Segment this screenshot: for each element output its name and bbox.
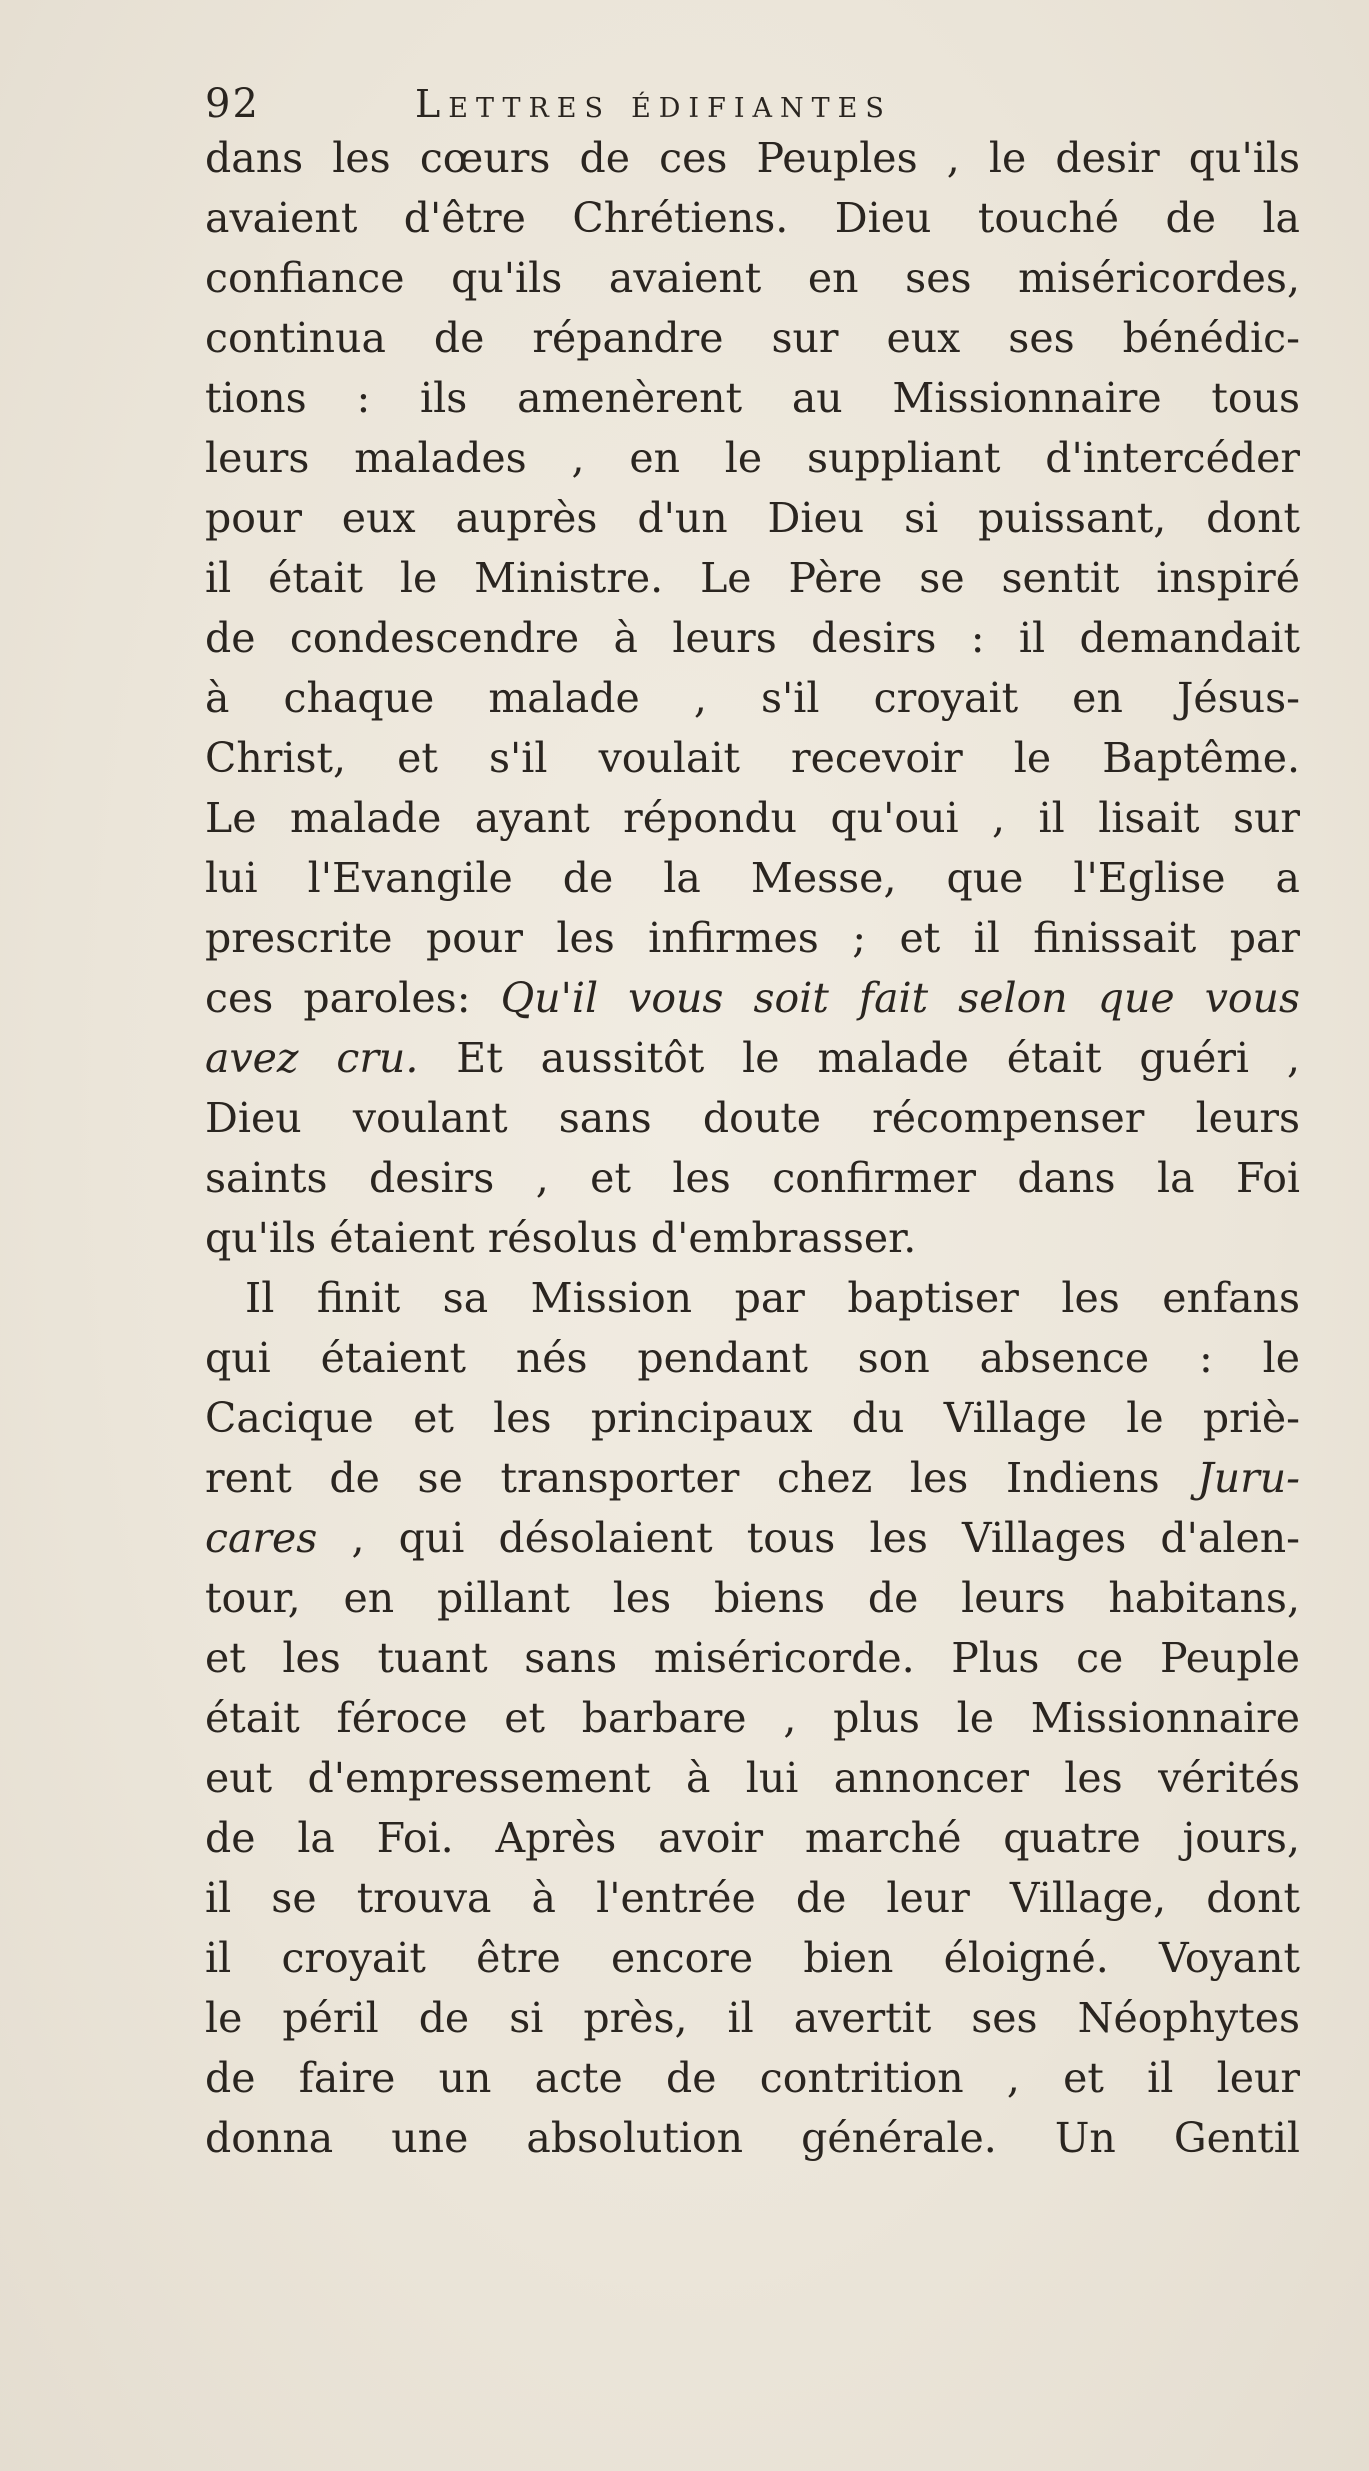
- text-line: de condescendre à leurs desirs : il demandait: [205, 614, 1300, 662]
- text-line: Le malade ayant répondu qu'oui , il lisait sur: [205, 794, 1300, 842]
- text-line: lui l'Evangile de la Messe, que l'Eglise a: [205, 854, 1300, 902]
- text-line: Dieu voulant sans doute récompenser leurs: [205, 1094, 1300, 1142]
- text-line: tions : ils amenèrent au Missionnaire tous: [205, 374, 1300, 422]
- text-span: Et aussitôt le malade était guéri ,: [418, 1034, 1300, 1082]
- text-line: [205, 1448, 1300, 1508]
- text-line: [205, 1028, 1300, 1088]
- paragraph-last-line: qu'ils étaient résolus d'embrasser.: [205, 1214, 917, 1262]
- text-line: de la Foi. Après avoir marché quatre jours,: [205, 1814, 1300, 1862]
- text-line: eut d'empressement à lui annoncer les vérités: [205, 1754, 1300, 1802]
- text-line: leurs malades , en le suppliant d'intercéder: [205, 434, 1300, 482]
- text-line: il croyait être encore bien éloigné. Voyant: [205, 1934, 1300, 1982]
- italic-quote: Qu'il vous soit fait selon que vous: [500, 974, 1300, 1022]
- text-line: dans les cœurs de ces Peuples , le desir qu'ils: [205, 134, 1300, 182]
- text-line: Christ, et s'il voulait recevoir le Baptême.: [205, 734, 1300, 782]
- text-line: [205, 968, 1300, 1028]
- text-line: continua de répandre sur eux ses bénédic-: [205, 314, 1300, 362]
- page-header: [205, 74, 1205, 134]
- text-line: à chaque malade , s'il croyait en Jésus-: [205, 674, 1300, 722]
- italic-name: cares: [205, 1514, 318, 1562]
- body-text: [205, 128, 1300, 2168]
- text-line: prescrite pour les infirmes ; et il finissait par: [205, 914, 1300, 962]
- text-span: ces paroles:: [205, 974, 501, 1022]
- text-line: [205, 1508, 1300, 1568]
- text-line: pour eux auprès d'un Dieu si puissant, dont: [205, 494, 1300, 542]
- text-line: était féroce et barbare , plus le Missionnaire: [205, 1694, 1300, 1742]
- text-line: avaient d'être Chrétiens. Dieu touché de la: [205, 194, 1300, 242]
- text-line: et les tuant sans miséricorde. Plus ce Peuple: [205, 1634, 1300, 1682]
- text-span: rent de se transporter chez les Indiens: [205, 1454, 1198, 1502]
- text-line: saints desirs , et les confirmer dans la Foi: [205, 1154, 1300, 1202]
- text-line: qui étaient nés pendant son absence : le: [205, 1334, 1300, 1382]
- text-line: il était le Ministre. Le Père se sentit inspiré: [205, 554, 1300, 602]
- paragraph-first-line: Il finit sa Mission par baptiser les enfans: [245, 1274, 1300, 1322]
- text-line: Cacique et les principaux du Village le priè-: [205, 1394, 1300, 1442]
- text-line: donna une absolution générale. Un Gentil: [205, 2114, 1300, 2162]
- italic-quote: avez cru.: [205, 1034, 419, 1082]
- italic-name: Juru-: [1197, 1454, 1300, 1502]
- text-line: le péril de si près, il avertit ses Néophytes: [205, 1994, 1300, 2042]
- page-number: 92: [205, 81, 260, 127]
- text-line: confiance qu'ils avaient en ses miséricordes,: [205, 254, 1300, 302]
- text-span: , qui désolaient tous les Villages d'alen-: [317, 1514, 1300, 1562]
- running-title: Lettres édifiantes: [415, 82, 892, 126]
- text-line: il se trouva à l'entrée de leur Village, dont: [205, 1874, 1300, 1922]
- text-line: tour, en pillant les biens de leurs habitans,: [205, 1574, 1300, 1622]
- text-line: de faire un acte de contrition , et il leur: [205, 2054, 1300, 2102]
